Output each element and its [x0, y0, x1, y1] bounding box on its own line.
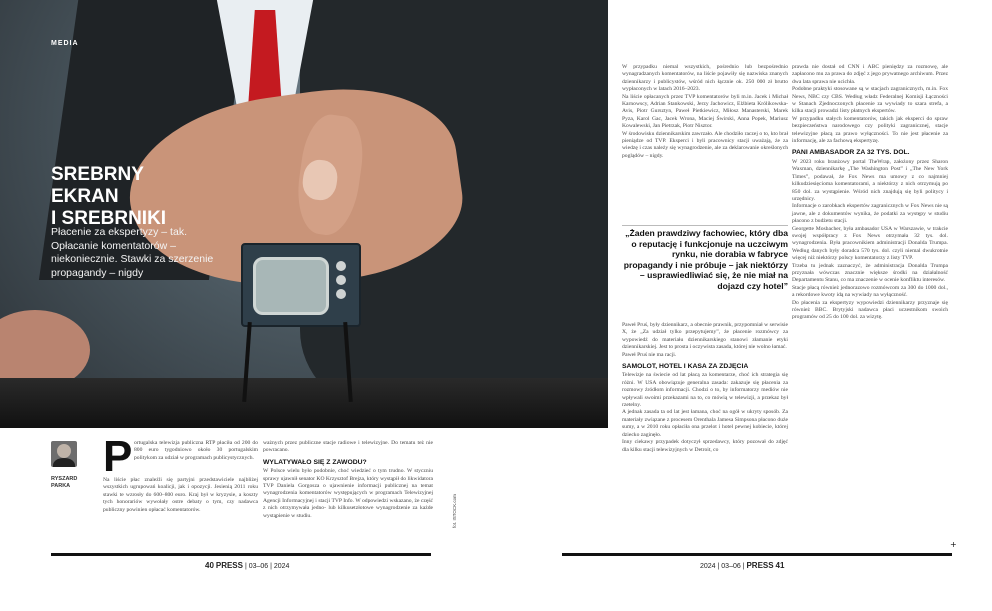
body-text-column: ortugalska telewizja publiczna RTP płaciła od 200 do 800 euro tygodniowo około 30 portugalskim politykom za udział w programach publicystycznych. [134, 440, 258, 461]
section-label: MEDIA [51, 40, 79, 47]
page-number: 41 [775, 561, 785, 570]
footer-right [700, 561, 784, 570]
body-text-column: prawda nie dostał od CNN i ABC pieniędzy za rozmowę, ale zapłacono mu za prawa do zdjęć z jego prywatnego archiwum. Przez dwa lata sprawa nie ucichła. Podobne praktyki stosowane są w stacjach zagranicznych, m.in. Fox News, NBC czy CBS. Według władz Federalnej Komisji Łączności w Stanach Zjednoczonych płacenie za wywiady to szara strefa, a kilka stacji prowadzi listy płatnych ekspertów. W przypadku stałych komentatorów, takich jak eksperci do spraw bezpieczeństwa narodowego czy polityki zagranicznej, stacje telewizyjne płacą za prawo wyłączności. To nie jest płacenie za informację, ale za fachową ekspertyzę. PANI AMBASADOR ZA 32 TYS. DOL. W 2023 roku branżowy portal TheWrap, założony przez Sharon Waxman, dziennikarkę „The Washington Post” i „The New York Times”, podawał, że Fox News ma umowy z co najmniej kilkudziesięcioma komentatorami, a niektórzy z nich otrzymują po 850 dol. za wystąpienie. Wśród nich znajdują się byli politycy i urzędnicy. Informacje o zarobkach ekspertów zagranicznych w Fox News nie są jawne, ale z dokumentów wynika, że podatki za występy w studiu płacono z budżetu stacji. Georgette Mosbacher, była ambasador USA w Warszawie, w trakcie swojej współpracy z Fox News otrzymała 32 tys. dol. wynagrodzenia. Była pracownikiem administracji Donalda Trumpa. Według danych były doradca 570 tys. dol. czyli niemal dwukrotnie więcej niż niektórzy polscy komentatorzy z listy TVP. Trzeba tu jednak zaznaczyć, że administracja Donalda Trumpa przyznała wówczas znacznie większe środki na działalność Departamentu Stanu, co ma znaczenie w ocenie konfliktu interesów. Stacje płacą również jednorazowo rozmówcom za 300 do 1000 dol., a rekordowe kwoty idą na wywiady na wyłączność. Do płacenia za ekspertyzy wypowiedzi dziennikarzy przyznaje się również BBC. Brytyjski nadawca płaci uczestnikom swoich programów od 25 do 100 dol. za wizytę. [792, 64, 948, 321]
body-text-column: Paweł Pruś, były dziennikarz, a obecnie prawnik, przypomniał w serwisie X, że „Za udział tylko przepytujemy”, że płacenie rozmówcy za wypowiedź do materiału dziennikarskiego stanowi złamanie etyki dziennikarskiej. Jest to prosta i oczywista zasada, której nie wolno łamać. Paweł Pruś nie ma racji. SAMOLOT, HOTEL I KASA ZA ZDJĘCIA Telewizje na świecie od lat płacą za komentarze, choć ich strategia się różni. W USA obowiązuje generalna zasada: zakazuje się płacenia za rozmowy źródłom informacji. Chodzi o to, by informatorzy mediów nie wpływali swoimi przekazami na to, co mówią w telewizji, a przekaz był rzetelny. A jednak zasada ta od lat jest łamana, choć na ogół w ukryty sposób. Za materiały związane z procesem Orenthala Jamesa Simpsona płacono duże sumy, a w 2010 roku opłaciła ona przelot i hotel pewnej kobiecie, której dziecko zaginęło. Inny ciekawy przypadek dotyczył sprzedawcy, który pozował do zdjęć dla kilku stacji telewizyjnych w Detroit, co [622, 322, 788, 453]
body-text-column: Na liście płac znaleźli się partyjni przedstawiciele najbliżej wszystkich ugrupowań koalicji, jak i opozycji. Jesienią 2011 roku stawki te wzrosły do 600–800 euro. Kraj był w kryzysie, a koszty tych honorariów wywołały ostre debaty o tym, czy nadawca publiczny powinien opłacać komentatorów. [103, 477, 258, 513]
section-subhead: PANI AMBASADOR ZA 32 TYS. DOL. [792, 149, 910, 157]
magazine-brand: PRESS [215, 561, 243, 570]
author-head-shape [57, 444, 71, 458]
tv-knob-icon [336, 275, 346, 285]
section-subhead: WYLATYWAŁO SIĘ Z ZAWODU? [263, 458, 367, 466]
tv-knob-icon [336, 289, 346, 299]
magazine-brand: PRESS [746, 561, 774, 570]
body-text-column: ważnych przez publiczne stacje radiowe i telewizyjne. Do tematu też nie powracano. WYLATYWAŁO SIĘ Z ZAWODU? W Polsce wielu było podobnie, choć wiedzieć o tym trudno. W styczniu sprawy ujawnił senator KO Krzysztof Brejza, który wystąpił do likwidatora TVP Daniela Gorgosza o ujawnienie informacji publicznej na temat wynagrodzenia komentatorów występujących w programach Telewizyjnej Agencji Informacyjnej i stacji TVP Info. W odpowiedzi wskazano, że część z nich otrzymywała jedno- lub kilkusetzłotowe wynagrodzenie za każde wystąpienie w studiu. [263, 440, 433, 519]
author-avatar [51, 441, 77, 467]
table-surface [0, 378, 608, 428]
tv-knob-icon [336, 261, 346, 271]
tv-screen [253, 257, 329, 315]
footer-left [205, 561, 289, 570]
title-line: SREBRNY [51, 164, 144, 185]
title-line: I SREBRNIKI [51, 208, 167, 229]
author-byline: RYSZARD PARKA [51, 476, 78, 489]
pull-quote: „Żaden prawdziwy fachowiec, który dba o reputację i funkcjonuje na uczciwym rynku, nie dorabia w fabryce propagandy i nie próbuje – jak niektórzy – usprawiedliwiać się, że nie miał na dojazd czy hotel” [623, 228, 788, 291]
miniature-tv-icon [241, 243, 361, 327]
article-title [51, 164, 211, 230]
quote-rule [622, 225, 788, 226]
page-number: 40 [205, 561, 214, 570]
author-body-shape [53, 458, 75, 467]
section-subhead: SAMOLOT, HOTEL I KASA ZA ZDJĘCIA [622, 363, 749, 371]
issue-date: | 03–06 | 2024 [244, 563, 290, 570]
issue-date: 2024 | 03–06 | [700, 563, 745, 570]
photo-credit: fot. ISTOCK.com [452, 494, 457, 528]
crop-mark-icon: + [950, 540, 957, 549]
article-lead: Płacenie za ekspertyzy – tak. Opłacanie komentatorów – niekoniecznie. Stawki za szerzenie propagandy – nigdy [51, 226, 214, 279]
footer-rule [51, 553, 431, 556]
drop-cap: P [103, 432, 133, 481]
body-text-column: W przypadku niemal wszystkich, pośrednio lub bezpośrednio wynagradzanych komentatorów, na liście pojawiły się nazwiska znanych dziennikarzy i publicystów, wśród nich łącznie ok. 250 000 zł brutto wypłaconych w latach 2016–2023. Na liście opłacanych przez TVP komentatorów byli m.in. Jacek i Michał Karnowscy, Adrian Stankowski, Jerzy Jachowicz, Elżbieta Królikowska-Avis, Piotr Gursztyn, Paweł Pietkiewicz, Miłosz Manasterski, Marek Pyza, Karol Gac, Jacek Wrona, Maciej Świrski, Anna Popek, Mariusz Kowalewski, Jan Pietrzak, Piotr Nisztor. W środowisku dziennikarskim zawrzało. Ale chodziło raczej o to, kto brał pieniądze od TVP. Eksperci i byli pracownicy stacji uważają, że za wiedzę i czas należy się wynagrodzenie, ale za deklarowanie określonych poglądów – nigdy. [622, 64, 788, 159]
tv-control-panel [331, 257, 351, 313]
title-line: EKRAN [51, 186, 119, 207]
footer-rule [562, 553, 952, 556]
